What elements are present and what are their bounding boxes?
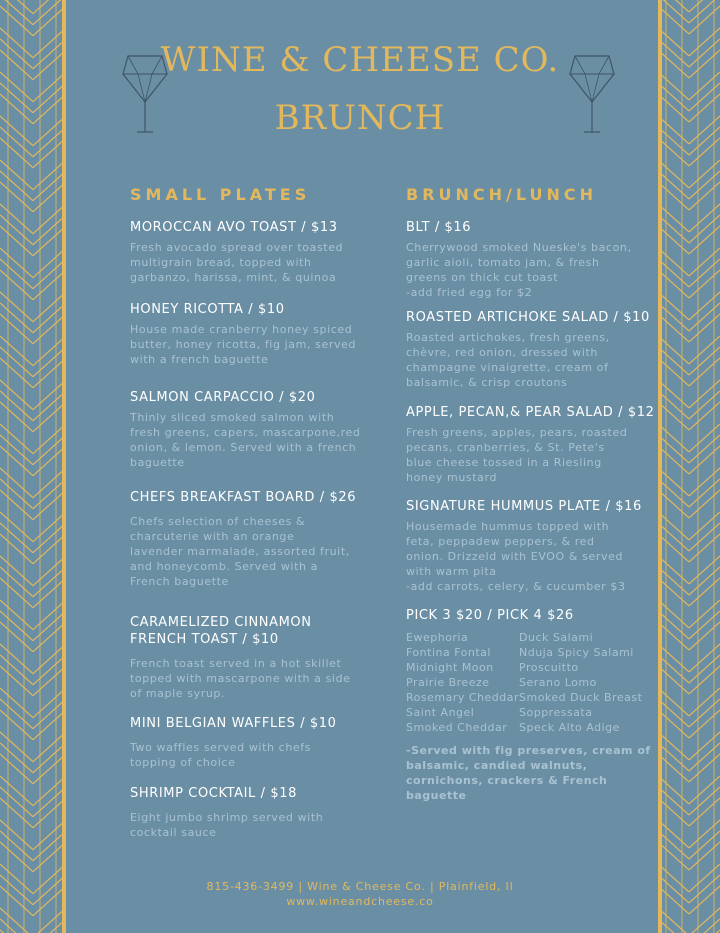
menu-item-desc: Fresh avocado spread over toasted multigrain bread, topped with garbanzo, harissa, mint, & quinoa <box>130 241 344 284</box>
cheese-name: Midnight Moon <box>406 661 494 674</box>
menu-item-title: SIGNATURE HUMMUS PLATE / $16 <box>406 499 642 514</box>
meat-name: Soppressata <box>519 706 593 719</box>
cheese-name: Saint Angel <box>406 706 475 719</box>
menu-item <box>406 498 658 594</box>
menu-item-desc: Eight jumbo shrimp served with cocktail sauce <box>130 811 324 839</box>
menu-item-desc: Fresh greens, apples, pears, roasted pecans, cranberries, & St. Pete's blue cheese tossed in a Riesling honey mustard <box>406 426 628 484</box>
menu-item-title: MINI BELGIAN WAFFLES / $10 <box>130 716 337 731</box>
menu-item <box>130 614 380 701</box>
brunch-lunch-section <box>406 185 658 802</box>
menu-item-desc: House made cranberry honey spiced butter, honey ricotta, fig jam, served with a french baguette <box>130 323 357 366</box>
menu-item-title: CARAMELIZED CINNAMON FRENCH TOAST / $10 <box>130 615 312 647</box>
cheese-name: Prairie Breeze <box>406 676 490 689</box>
menu-title: WINE & CHEESE CO. <box>160 40 560 80</box>
menu-item <box>406 219 658 300</box>
menu-item-desc: Cherrywood smoked Nueske's bacon, garlic aioli, tomato jam, & fresh greens on thick cut toast -add fried egg for $2 <box>406 241 632 299</box>
menu-item-title: SALMON CARPACCIO / $20 <box>130 390 316 405</box>
menu-item-desc: French toast served in a hot skillet topped with mascarpone with a side of maple syrup. <box>130 657 351 700</box>
footer-website[interactable]: www.wineandcheese.co <box>286 895 434 908</box>
menu-item <box>406 404 658 485</box>
menu-item <box>130 489 380 589</box>
menu-item <box>130 389 380 470</box>
meat-name: Nduja Spicy Salami <box>519 646 634 659</box>
small-plates-section <box>130 185 380 839</box>
menu-item <box>406 607 658 624</box>
menu-item-desc: Housemade hummus topped with feta, peppadew peppers, & red onion. Drizzeld with EVOO & served with warm pita -add carrots, celery, & cucumber $3 <box>406 520 626 593</box>
section-heading-small-plates: SMALL PLATES <box>130 185 311 204</box>
menu-item-desc: Chefs selection of cheeses & charcuterie with an orange lavender marmalade, assorted fruit, and honeycomb. Served with a French baguette <box>130 515 350 588</box>
menu-item <box>406 309 658 390</box>
list-item <box>406 660 658 675</box>
section-heading-brunch-lunch: BRUNCH/LUNCH <box>406 185 598 204</box>
pick-list <box>406 630 658 803</box>
list-item <box>406 630 658 645</box>
menu-subtitle: BRUNCH <box>274 98 446 138</box>
cheese-name: Smoked Cheddar <box>406 721 508 734</box>
menu-item-title: BLT / $16 <box>406 220 472 235</box>
menu-item-desc: Roasted artichokes, fresh greens, chèvre, red onion, dressed with champagne vinaigrette, cream of balsamic, & crisp croutons <box>406 331 610 389</box>
menu-item <box>130 715 380 770</box>
menu-item-desc: Two waffles served with chefs topping of choice <box>130 741 312 769</box>
menu-item-title: PICK 3 $20 / PICK 4 $26 <box>406 608 574 623</box>
menu-item <box>130 785 380 840</box>
list-item <box>406 705 658 720</box>
menu-item-desc: Thinly sliced smoked salmon with fresh greens, capers, mascarpone,red onion, & lemon. Served with a french baguette <box>130 411 361 469</box>
list-item <box>406 675 658 690</box>
left-border-pattern <box>0 0 66 933</box>
cheese-name: Ewephoria <box>406 631 469 644</box>
menu-item <box>130 301 380 367</box>
menu-item-title: HONEY RICOTTA / $10 <box>130 302 285 317</box>
menu-item-title: CHEFS BREAKFAST BOARD / $26 <box>130 490 357 505</box>
meat-name: Proscuitto <box>519 661 579 674</box>
menu-item-title: MOROCCAN AVO TOAST / $13 <box>130 220 338 235</box>
cheese-name: Rosemary Cheddar <box>406 691 520 704</box>
list-item <box>406 645 658 660</box>
meat-name: Smoked Duck Breast <box>519 691 643 704</box>
meat-name: Serano Lomo <box>519 676 597 689</box>
list-item <box>406 720 658 735</box>
served-note: -Served with fig preserves, cream of balsamic, candied walnuts, cornichons, crackers & French baguette <box>406 744 651 802</box>
menu-item-title: APPLE, PECAN,& PEAR SALAD / $12 <box>406 405 655 420</box>
menu-item <box>130 219 380 285</box>
list-item <box>406 690 658 705</box>
menu-item-title: SHRIMP COCKTAIL / $18 <box>130 786 297 801</box>
meat-name: Speck Alto Adige <box>519 721 620 734</box>
cheese-name: Fontina Fontal <box>406 646 491 659</box>
menu-item-title: ROASTED ARTICHOKE SALAD / $10 <box>406 310 650 325</box>
right-border-pattern <box>658 0 720 933</box>
meat-name: Duck Salami <box>519 631 594 644</box>
footer-contact: 815-436-3499 | Wine & Cheese Co. | Plainfield, Il <box>206 880 514 893</box>
